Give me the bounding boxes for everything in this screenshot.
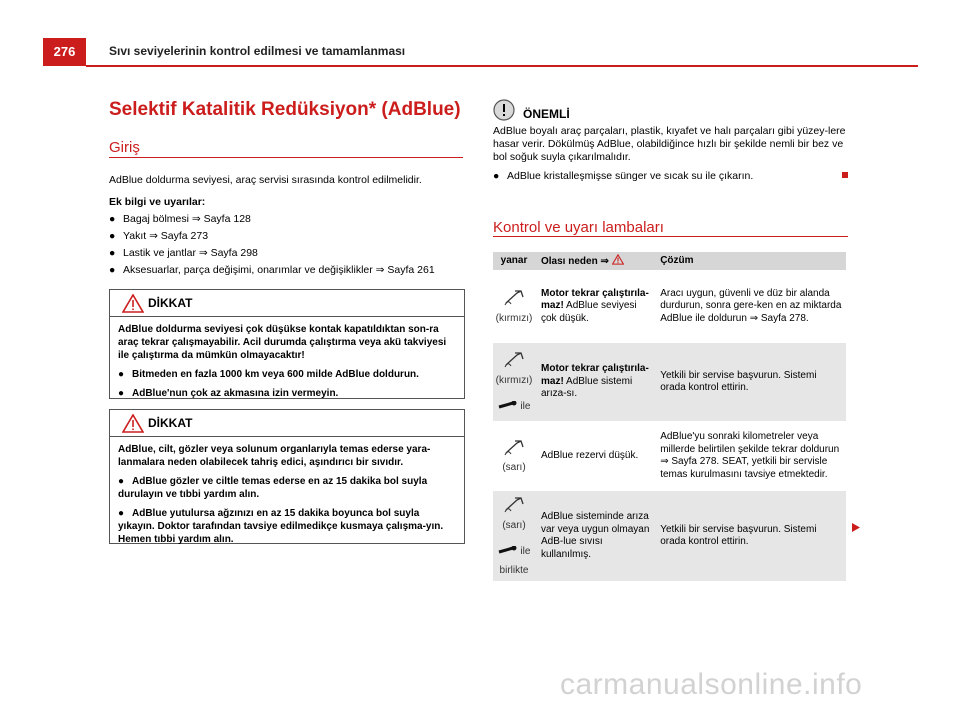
warning-box-2 (109, 409, 465, 544)
table-row (493, 270, 846, 343)
lamp-cell (493, 421, 535, 491)
lamp-cell (493, 491, 535, 581)
section-title: Selektif Katalitik Redüksiyon* (AdBlue) (109, 99, 461, 120)
warning-header (110, 290, 464, 317)
warning-title: DİKKAT (148, 416, 193, 430)
list-item: ● Bagaj bölmesi ⇒ Sayfa 128 (109, 213, 251, 225)
solution-cell: Aracı uygun, güvenli ve düz bir alanda durdurun, sonra gere-ken en az miktarda AdBlue ile doldurun ⇒ Sayfa 278. (654, 270, 846, 343)
solution-cell: Yetkili bir servise başvurun. Sistemi orada kontrol ettirin. (654, 343, 846, 421)
page-number: 276 (43, 38, 86, 66)
wrench-icon (498, 401, 518, 409)
lamp-color-label: (kırmızı) (495, 374, 533, 386)
solution-cell: AdBlue'yu sonraki kilometreler veya millerde belirtilen şekilde tekrar doldurun ⇒ Sayfa 278. SEAT, yetkili bir servisle temas kurulmasını tavsiye etmektedir. (654, 421, 846, 491)
cause-cell: AdBlue sisteminde arıza var veya uygun olmayan AdB-lue sıvısı kullanılmış. (535, 491, 654, 581)
warning-header (110, 410, 464, 437)
warning-item: ● AdBlue gözler ve ciltle temas ederse en az 15 dakika bol suyla durulayın ve tıbbi yardım alın. (118, 476, 428, 500)
warning-paragraph: AdBlue doldurma seviyesi çok düşükse kontak kapatıldıktan son-ra araç tekrar çalışmayabilir. Acil durumda çalıştırma veya akü takviyesi ile çalıştırma da mümkün olmayacaktır! (118, 324, 447, 361)
running-title: Sıvı seviyelerinin kontrol edilmesi ve tamamlanması (109, 44, 406, 58)
adblue-pump-icon (503, 350, 525, 368)
column-header-solution: Çözüm (654, 252, 846, 270)
warning-triangle-icon (122, 294, 144, 313)
table-row (493, 421, 846, 491)
lamp-cell (493, 343, 535, 421)
lamps-heading: Kontrol ve uyarı lambaları (493, 219, 664, 236)
intro-heading: Giriş (109, 139, 140, 156)
warning-item: ● AdBlue yutulursa ağzınızı en az 15 dakika boyunca bol suyla yıkayın. Doktor tarafından tavsiye edilmedikçe kusmaya çalışma-yın. Hemen tıbbi yardım alın. (118, 508, 444, 545)
notice-text: AdBlue boyalı araç parçaları, plastik, kıyafet ve halı parçaları gibi yüzey-lere hasar verir. Dökülmüş AdBlue, olabildiğince hızlı bir şekilde nemli bir bez ve bol soğuk suyla çıkarılmalıdır. (493, 125, 846, 163)
column-header-yanar: yanar (493, 252, 535, 270)
intro-heading-rule (109, 157, 463, 158)
notice-exclamation-icon (493, 99, 515, 121)
solution-cell: Yetkili bir servise başvurun. Sistemi orada kontrol ettirin. (654, 491, 846, 581)
continue-arrow-icon (852, 523, 860, 532)
column-header-cause: Olası neden ⇒ (535, 252, 654, 270)
list-item: ● Lastik ve jantlar ⇒ Sayfa 298 (109, 247, 258, 259)
table-row (493, 491, 846, 581)
cause-cell: AdBlue rezervi düşük. (535, 421, 654, 491)
wrench-line: ile (493, 401, 535, 414)
wrench-icon (498, 546, 518, 554)
warning-paragraph: AdBlue, cilt, gözler veya solunum organlarıyla temas ederse yara-lanmalara neden olabilecek tahriş edici, aşındırıcı bir sıvıdır. (118, 444, 431, 468)
adblue-pump-icon (503, 495, 525, 513)
lamps-heading-rule (493, 236, 848, 237)
lamp-cell (493, 270, 535, 343)
warning-body (110, 437, 464, 556)
header-rule (86, 65, 918, 67)
ek-bilgi-heading: Ek bilgi ve uyarılar: (109, 196, 206, 208)
adblue-pump-icon (503, 288, 525, 306)
cause-cell: Motor tekrar çalıştırıla-maz! AdBlue seviyesi çok düşük. (535, 270, 654, 343)
list-item: ● Yakıt ⇒ Sayfa 273 (109, 230, 209, 242)
end-square-icon (842, 172, 848, 178)
lamp-extra-label: birlikte (499, 564, 529, 576)
lamp-color-label: (sarı) (502, 462, 526, 473)
lamps-table (493, 252, 846, 581)
adblue-pump-icon (503, 438, 525, 456)
lamp-color-label: (kırmızı) (495, 312, 533, 324)
warning-item: ● AdBlue'nun çok az akmasına izin vermeyin. (118, 388, 339, 399)
notice-title: ÖNEMLİ (523, 107, 570, 121)
warning-item: ● Bitmeden en fazla 1000 km veya 600 milde AdBlue doldurun. (118, 369, 419, 380)
wrench-line: ile (493, 546, 535, 559)
notice-item: ● AdBlue kristalleşmişse sünger ve sıcak su ile çıkarın. (493, 170, 754, 182)
warning-triangle-icon (612, 254, 624, 265)
intro-text: AdBlue doldurma seviyesi, araç servisi sırasında kontrol edilmelidir. (109, 174, 422, 186)
cause-cell: Motor tekrar çalıştırıla-maz! AdBlue sistemi arıza-sı. (535, 343, 654, 421)
warning-triangle-icon (122, 414, 144, 433)
lamp-color-label: (sarı) (502, 519, 526, 531)
warning-title: DİKKAT (148, 296, 193, 310)
warning-box-1 (109, 289, 465, 399)
table-row (493, 343, 846, 421)
list-item: ● Aksesuarlar, parça değişimi, onarımlar ve değişiklikler ⇒ Sayfa 261 (109, 264, 435, 276)
warning-body (110, 317, 464, 410)
watermark: carmanualsonline.info (560, 668, 863, 701)
table-header-row (493, 252, 846, 270)
